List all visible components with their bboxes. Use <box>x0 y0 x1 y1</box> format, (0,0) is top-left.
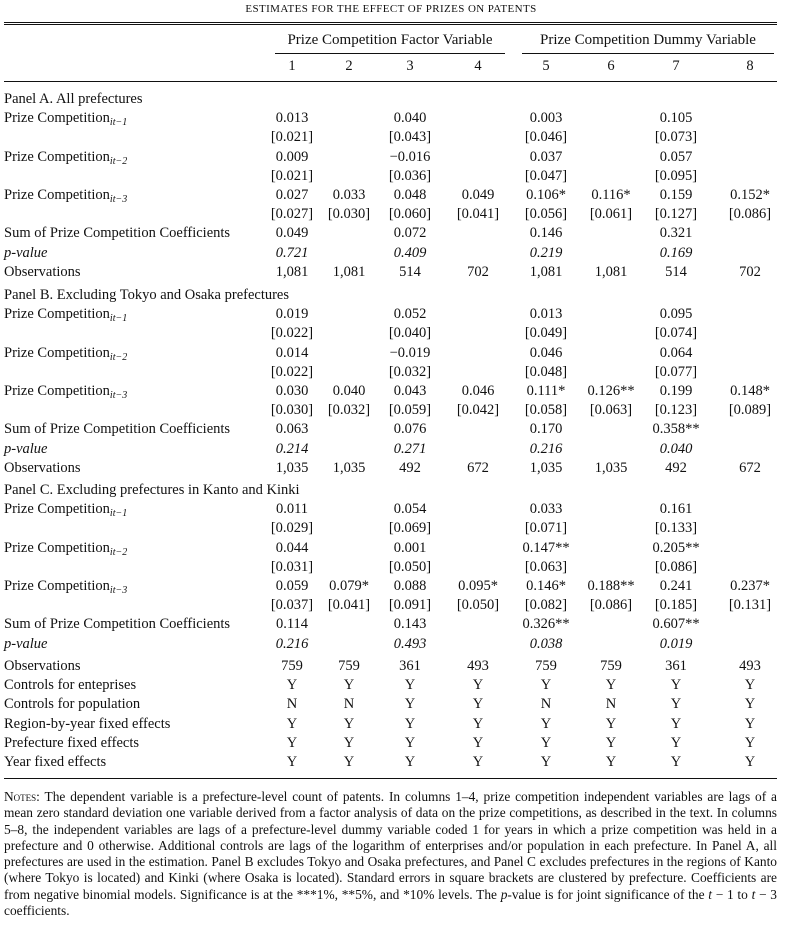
column-number-3: 3 <box>406 58 414 74</box>
table-cell: N <box>605 696 617 713</box>
row-label-text: Sum of Prize Competition Coefficients <box>4 616 231 633</box>
table-cell: 0.038 <box>529 635 563 652</box>
table-cell: 0.033 <box>332 187 366 203</box>
row-label <box>4 616 230 633</box>
group-header-dummy: Prize Competition Dummy Variable <box>540 32 756 48</box>
table-cell: Y <box>605 754 617 770</box>
table-cell: 0.072 <box>393 225 427 242</box>
panel-heading-a: Panel A. All prefectures <box>4 91 143 107</box>
table-cell: Y <box>540 715 552 732</box>
table-cell: 0.126** <box>587 383 635 399</box>
table-cell: 0.052 <box>393 306 427 323</box>
table-cell: 0.033 <box>529 501 563 518</box>
row-label <box>4 383 127 400</box>
table-cell: [0.060] <box>388 206 432 223</box>
table-cell: 0.169 <box>659 244 693 261</box>
table-cell: [0.074] <box>654 325 698 342</box>
table-cell: 514 <box>399 263 421 280</box>
table-cell: 0.019 <box>275 306 309 323</box>
table-cell: [0.031] <box>270 558 314 575</box>
table-cell: Y <box>670 754 682 770</box>
notes-t-a: t <box>708 886 712 902</box>
table-cell: Y <box>744 754 756 770</box>
table-cell: [0.086] <box>589 597 633 614</box>
table-cell: 0.064 <box>659 344 693 361</box>
table-cell: 0.146* <box>526 578 566 594</box>
table-cell: 0.088 <box>393 578 427 594</box>
table-cell: 361 <box>665 658 687 674</box>
table-cell: 0.188** <box>587 578 635 594</box>
table-cell: 0.607** <box>652 616 700 633</box>
table-cell: 0.040 <box>659 440 693 457</box>
row-label-subscript: it−3 <box>109 194 128 205</box>
table-cell: Y <box>472 734 484 751</box>
table-cell: 492 <box>665 459 687 476</box>
table-cell: [0.050] <box>388 558 432 575</box>
table-cell: 492 <box>399 459 421 476</box>
table-cell: 0.161 <box>659 501 693 518</box>
row-label-text: p-value <box>4 635 48 652</box>
table-cell: 0.241 <box>659 578 693 594</box>
row-label <box>4 110 127 127</box>
table-cell: 0.143 <box>393 616 427 633</box>
table-cell: 0.048 <box>393 187 427 203</box>
table-cell: 0.011 <box>275 501 309 518</box>
row-label-subscript: it−2 <box>109 546 128 558</box>
row-label <box>4 578 127 595</box>
row-label-text: p-value <box>4 244 48 261</box>
table-cell: [0.047] <box>524 167 568 184</box>
table-cell: [0.131] <box>728 597 772 614</box>
table-cell: 759 <box>535 658 557 674</box>
table-cell: Y <box>404 715 416 732</box>
row-label-subscript: it−3 <box>109 390 128 401</box>
row-label-text: Observations <box>4 459 81 476</box>
table-cell: [0.185] <box>654 597 698 614</box>
table-cell: 0.205** <box>652 539 700 556</box>
table-cell: Y <box>540 754 552 770</box>
table-cell: 0.148* <box>730 383 770 399</box>
row-label-subscript: it−2 <box>109 155 128 167</box>
table-cell: 0.049 <box>275 225 309 242</box>
row-label-subscript: it−1 <box>109 313 128 325</box>
column-number-5: 5 <box>542 58 550 74</box>
row-label-text: Controls for enteprises <box>4 677 137 694</box>
row-label-subscript: it−3 <box>109 585 128 596</box>
table-cell: [0.050] <box>456 597 500 614</box>
table-cell: N <box>343 696 355 713</box>
table-cell: 0.116* <box>591 187 631 203</box>
row-label-subscript: it−1 <box>109 508 128 520</box>
table-cell: 0.044 <box>275 539 309 556</box>
table-cell: 1,035 <box>275 459 309 476</box>
table-cell: Y <box>670 715 682 732</box>
row-label <box>4 264 81 281</box>
row-label <box>4 149 127 166</box>
table-cell: 759 <box>600 658 622 674</box>
table-cell: 672 <box>467 459 489 476</box>
row-label <box>4 306 127 323</box>
row-label <box>4 225 230 242</box>
table-cell: 514 <box>665 263 687 280</box>
table-cell: [0.069] <box>388 520 432 537</box>
table-cell: 0.076 <box>393 421 427 438</box>
table-cell: 0.019 <box>659 635 693 652</box>
row-label-text: Prize Competition <box>4 306 110 323</box>
table-cell: Y <box>670 734 682 751</box>
table-cell: [0.077] <box>654 363 698 380</box>
row-label <box>4 754 106 771</box>
table-cell: 0.013 <box>275 110 309 127</box>
table-cell: 361 <box>399 658 421 674</box>
table-cell: [0.037] <box>270 597 314 614</box>
table-cell: [0.049] <box>524 325 568 342</box>
table-cell: 493 <box>739 658 761 674</box>
row-label <box>4 696 140 713</box>
table-cell: 0.409 <box>393 244 427 261</box>
table-cell: [0.022] <box>270 325 314 342</box>
table-cell: 0.043 <box>393 383 427 399</box>
top-rule <box>4 22 777 23</box>
table-cell: 1,035 <box>332 459 366 476</box>
table-cell: Y <box>744 677 756 694</box>
table-cell: 0.321 <box>659 225 693 242</box>
bottom-rule <box>4 778 777 779</box>
table-cell: 0.152* <box>730 187 770 203</box>
table-cell: [0.133] <box>654 520 698 537</box>
table-cell: Y <box>286 734 298 751</box>
table-cell: 0.037 <box>529 148 563 165</box>
table-cell: 0.079* <box>329 578 369 594</box>
table-cell: [0.071] <box>524 520 568 537</box>
row-label <box>4 735 139 752</box>
table-cell: [0.082] <box>524 597 568 614</box>
table-cell: 0.049 <box>461 187 495 203</box>
table-cell: Y <box>286 754 298 770</box>
row-label-text: Observations <box>4 658 81 674</box>
table-cell: Y <box>286 715 298 732</box>
table-cell: Y <box>404 754 416 770</box>
notes-text-1: The dependent variable is a prefecture-level count of patents. In columns 1–4, prize competition independent variables are lags of a mean zero standard deviation one variable derived from a factor analysis of data on the prize competitions, as described in the text. In columns 5–8, the independent variables are lags of a prefecture-level dummy variable coded 1 for years in which a prize competition was held in a prefecture and 0 otherwise. Additional controls are lags of the logarithm of enterprises and/or population in each prefecture. In Panel A, all prefectures are used in the estimation. Panel B excludes Tokyo and Osaka prefectures, and Panel C excludes prefectures in the regions of Kanto (where Tokyo is located) and Kinki (where Osaka is located). Standard errors in square brackets are clustered by prefecture. Coefficients are from negative binomial models. Significance is at the ***1%, **5%, and *10% levels. The <box>4 789 777 902</box>
table-cell: [0.029] <box>270 520 314 537</box>
table-cell: [0.056] <box>524 206 568 223</box>
row-label <box>4 187 127 204</box>
row-label-text: Prize Competition <box>4 383 110 399</box>
column-number-2: 2 <box>345 58 353 74</box>
row-label <box>4 677 136 694</box>
table-cell: 0.111* <box>526 383 566 399</box>
row-label-text: Sum of Prize Competition Coefficients <box>4 421 231 438</box>
table-cell: [0.073] <box>654 129 698 146</box>
table-cell: [0.030] <box>270 402 314 419</box>
table-cell: [0.027] <box>270 206 314 223</box>
table-cell: Y <box>343 677 355 694</box>
table-cell: Y <box>744 696 756 713</box>
group-rule-factor <box>275 53 505 54</box>
table-cell: 0.059 <box>275 578 309 594</box>
table-cell: 0.105 <box>659 110 693 127</box>
row-label <box>4 658 81 675</box>
notes-text-3: − 1 to <box>711 886 752 902</box>
table-cell: 0.040 <box>393 110 427 127</box>
table-cell: [0.042] <box>456 402 500 419</box>
table-cell: Y <box>540 677 552 694</box>
table-cell: 672 <box>739 459 761 476</box>
table-cell: Y <box>605 715 617 732</box>
table-cell: 0.054 <box>393 501 427 518</box>
table-cell: 0.030 <box>275 383 309 399</box>
row-label-subscript: it−2 <box>109 351 128 363</box>
table-cell: Y <box>404 734 416 751</box>
table-cell: 0.014 <box>275 344 309 361</box>
table-cell: 1,081 <box>332 263 366 280</box>
table-cell: 0.027 <box>275 187 309 203</box>
table-cell: [0.036] <box>388 167 432 184</box>
table-cell: [0.041] <box>327 597 371 614</box>
table-cell: [0.063] <box>589 402 633 419</box>
table-cell: [0.089] <box>728 402 772 419</box>
table-cell: 0.114 <box>275 616 309 633</box>
table-cell: 0.199 <box>659 383 693 399</box>
notes-p: p <box>500 886 508 902</box>
notes-t-b: t <box>751 886 756 902</box>
row-label <box>4 501 127 518</box>
row-label <box>4 345 127 362</box>
row-label <box>4 636 47 653</box>
row-label-text: Prize Competition <box>4 148 110 165</box>
row-label <box>4 716 170 733</box>
table-cell: 1,035 <box>529 459 563 476</box>
table-cell: 0.214 <box>275 440 309 457</box>
table-cell: [0.127] <box>654 206 698 223</box>
row-label <box>4 441 47 458</box>
row-label-text: Prize Competition <box>4 578 110 594</box>
table-cell: [0.030] <box>327 206 371 223</box>
table-cell: 1,081 <box>529 263 563 280</box>
table-cell: [0.032] <box>388 363 432 380</box>
table-cell: Y <box>404 677 416 694</box>
notes-lead: Notes: <box>4 789 40 804</box>
row-label <box>4 421 230 438</box>
table-cell: 0.095 <box>659 306 693 323</box>
table-cell: 759 <box>281 658 303 674</box>
table-cell: 0.063 <box>275 421 309 438</box>
column-number-8: 8 <box>746 58 754 74</box>
table-cell: 0.493 <box>393 635 427 652</box>
table-cell: [0.086] <box>654 558 698 575</box>
table-cell: 0.159 <box>659 187 693 203</box>
table-cell: [0.048] <box>524 363 568 380</box>
table-cell: 0.216 <box>275 635 309 652</box>
table-cell: −0.019 <box>389 344 431 361</box>
table-cell: 0.106* <box>526 187 566 203</box>
table-cell: [0.040] <box>388 325 432 342</box>
table-cell: [0.021] <box>270 129 314 146</box>
row-label <box>4 540 127 557</box>
group-header-factor: Prize Competition Factor Variable <box>287 32 493 48</box>
table-cell: Y <box>744 734 756 751</box>
table-cell: Y <box>605 677 617 694</box>
notes-text-4: − 3 coefficients. <box>4 886 777 919</box>
table-cell: 0.040 <box>332 383 366 399</box>
row-label-text: Region-by-year fixed effects <box>4 715 171 732</box>
table-cell: [0.095] <box>654 167 698 184</box>
table-cell: [0.086] <box>728 206 772 223</box>
table-cell: 0.147** <box>522 539 570 556</box>
table-cell: Y <box>472 754 484 770</box>
table-cell: 0.219 <box>529 244 563 261</box>
table-cell: [0.041] <box>456 206 500 223</box>
top-rule-double <box>4 24 777 25</box>
table-cell: 493 <box>467 658 489 674</box>
table-cell: [0.022] <box>270 363 314 380</box>
column-number-7: 7 <box>672 58 680 74</box>
panel-heading-b: Panel B. Excluding Tokyo and Osaka prefectures <box>4 287 290 303</box>
table-cell: 1,081 <box>275 263 309 280</box>
table-cell: 0.170 <box>529 421 563 438</box>
table-cell: Y <box>605 734 617 751</box>
table-cell: [0.063] <box>524 558 568 575</box>
row-label-text: Prize Competition <box>4 539 110 556</box>
table-cell: Y <box>343 754 355 770</box>
table-cell: −0.016 <box>389 148 431 165</box>
table-cell: 1,035 <box>594 459 628 476</box>
table-cell: [0.021] <box>270 167 314 184</box>
table-cell: 1,081 <box>594 263 628 280</box>
column-number-1: 1 <box>288 58 296 74</box>
column-number-6: 6 <box>607 58 615 74</box>
table-cell: 0.046 <box>461 383 495 399</box>
table-cell: 0.095* <box>458 578 498 594</box>
table-cell: 0.001 <box>393 539 427 556</box>
table-cell: 0.013 <box>529 306 563 323</box>
table-cell: 0.721 <box>275 244 309 261</box>
table-cell: [0.123] <box>654 402 698 419</box>
table-cell: Y <box>670 677 682 694</box>
row-label <box>4 460 81 477</box>
table-cell: Y <box>472 715 484 732</box>
row-label-text: Controls for population <box>4 696 141 713</box>
row-label-text: p-value <box>4 440 48 457</box>
table-cell: Y <box>744 715 756 732</box>
table-cell: Y <box>404 696 416 713</box>
notes-text-2: -value is for joint significance of the <box>507 886 709 902</box>
table-cell: N <box>286 696 298 713</box>
table-cell: [0.032] <box>327 402 371 419</box>
table-cell: 0.326** <box>522 616 570 633</box>
row-label-subscript: it−1 <box>109 117 128 129</box>
table-cell: 0.003 <box>529 110 563 127</box>
table-cell: 0.009 <box>275 148 309 165</box>
table-cell: 0.057 <box>659 148 693 165</box>
column-number-4: 4 <box>474 58 482 74</box>
table-cell: Y <box>343 734 355 751</box>
panel-heading-c: Panel C. Excluding prefectures in Kanto and Kinki <box>4 482 300 498</box>
row-label-text: Prize Competition <box>4 344 110 361</box>
table-cell: Y <box>670 696 682 713</box>
header-rule <box>4 81 777 82</box>
row-label-text: Prize Competition <box>4 187 110 203</box>
table-cell: 0.046 <box>529 344 563 361</box>
table-cell: 702 <box>467 263 489 280</box>
table-cell: [0.043] <box>388 129 432 146</box>
table-cell: Y <box>540 734 552 751</box>
row-label <box>4 245 47 262</box>
table-cell: 0.358** <box>652 421 700 438</box>
table-cell: 0.237* <box>730 578 770 594</box>
table-title: ESTIMATES FOR THE EFFECT OF PRIZES ON PATENTS <box>245 3 537 15</box>
table-cell: [0.059] <box>388 402 432 419</box>
table-cell: 0.216 <box>529 440 563 457</box>
table-cell: 0.146 <box>529 225 563 242</box>
row-label-text: Sum of Prize Competition Coefficients <box>4 225 231 242</box>
table-cell: N <box>540 696 552 713</box>
table-cell: [0.058] <box>524 402 568 419</box>
table-cell: 0.271 <box>393 440 427 457</box>
row-label-text: Prefecture fixed effects <box>4 734 139 751</box>
table-cell: Y <box>472 677 484 694</box>
table-cell: 759 <box>338 658 360 674</box>
row-label-text: Prize Competition <box>4 110 110 127</box>
table-cell: [0.061] <box>589 206 633 223</box>
table-cell: Y <box>472 696 484 713</box>
table-cell: 702 <box>739 263 761 280</box>
row-label-text: Year fixed effects <box>4 754 107 770</box>
table-cell: Y <box>343 715 355 732</box>
table-cell: Y <box>286 677 298 694</box>
row-label-text: Observations <box>4 263 81 280</box>
group-rule-dummy <box>522 53 774 54</box>
table-cell: [0.046] <box>524 129 568 146</box>
row-label-text: Prize Competition <box>4 501 110 518</box>
table-notes <box>4 789 777 919</box>
table-cell: [0.091] <box>388 597 432 614</box>
